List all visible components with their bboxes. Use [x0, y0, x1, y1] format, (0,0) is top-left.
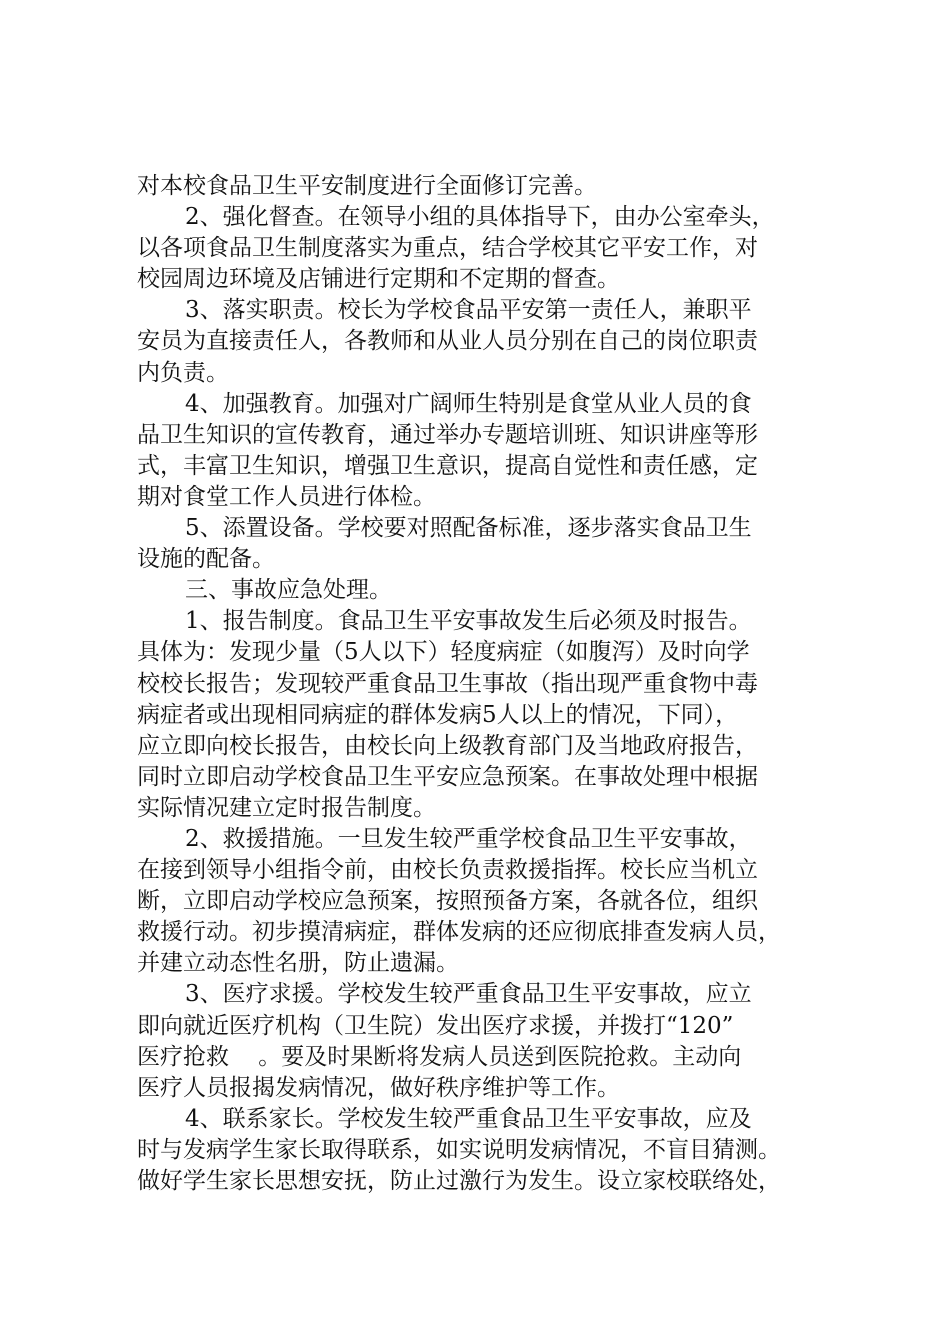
text-line: 2、救援措施。一旦发生较严重学校食品卫生平安事故， [185, 825, 752, 852]
text-line: 应立即向校长报告，由校长向上级教育部门及当地政府报告， [137, 732, 758, 759]
text-line: 医疗抢救 。要及时果断将发病人员送到医院抢救。主动向 [137, 1043, 742, 1070]
text-line: 期对食堂工作人员进行体检。 [137, 483, 436, 510]
text-line: 病症者或出现相同病症的群体发病5人以上的情况，下同）， [137, 701, 739, 728]
text-line: 2、强化督查。在领导小组的具体指导下，由办公室牵头， [185, 204, 775, 231]
text-line: 内负责。 [137, 359, 229, 386]
text-line: 救援行动。初步摸清病症，群体发病的还应彻底排查发病人员， [137, 919, 781, 946]
text-line: 1、报告制度。食品卫生平安事故发生后必须及时报告。 [185, 608, 752, 635]
text-line: 式，丰富卫生知识，增强卫生意识，提高自觉性和责任感，定 [137, 452, 758, 479]
text-line: 安员为直接责任人，各教师和从业人员分别在自己的岗位职责 [137, 328, 758, 355]
text-line: 校园周边环境及店铺进行定期和不定期的督查。 [137, 266, 620, 293]
text-line: 对本校食品卫生平安制度进行全面修订完善。 [137, 173, 597, 199]
text-line: 断，立即启动学校应急预案，按照预备方案，各就各位，组织 [137, 888, 758, 915]
text-line: 并建立动态性名册，防止遗漏。 [137, 950, 459, 977]
text-line: 以各项食品卫生制度落实为重点，结合学校其它平安工作，对 [137, 235, 758, 262]
text-line: 在接到领导小组指令前，由校长负责救援指挥。校长应当机立 [137, 857, 758, 884]
text-line: 具体为：发现少量（5人以下）轻度病症（如腹泻）及时向学 [137, 639, 750, 666]
text-line: 4、加强教育。加强对广阔师生特别是食堂从业人员的食 [185, 390, 752, 417]
text-line: 实际情况建立定时报告制度。 [137, 794, 436, 821]
text-line: 品卫生知识的宣传教育，通过举办专题培训班、知识讲座等形 [137, 421, 758, 448]
text-line: 设施的配备。 [137, 546, 275, 573]
text-line: 3、医疗求援。学校发生较严重食品卫生平安事故，应立 [185, 981, 752, 1008]
text-line: 4、联系家长。学校发生较严重食品卫生平安事故，应及 [185, 1105, 752, 1132]
text-line: 即向就近医疗机构（卫生院）发出医疗求援，并拨打“120” [137, 1012, 734, 1039]
text-line: 3、落实职责。校长为学校食品平安第一责任人，兼职平 [185, 297, 752, 324]
text-line: 医疗人员报揭发病情况，做好秩序维护等工作。 [137, 1074, 620, 1101]
text-line: 三、事故应急处理。 [185, 577, 392, 604]
text-line: 校校长报告；发现较严重食品卫生事故（指出现严重食物中毒 [137, 670, 758, 697]
document-body [137, 171, 817, 1197]
text-line: 做好学生家长思想安抚，防止过激行为发生。设立家校联络处， [137, 1168, 781, 1194]
text-line: 时与发病学生家长取得联系，如实说明发病情况，不盲目猜测。 [137, 1136, 781, 1163]
text-line: 5、添置设备。学校要对照配备标准，逐步落实食品卫生 [185, 515, 752, 542]
text-line: 同时立即启动学校食品卫生平安应急预案。在事故处理中根据 [137, 763, 758, 790]
